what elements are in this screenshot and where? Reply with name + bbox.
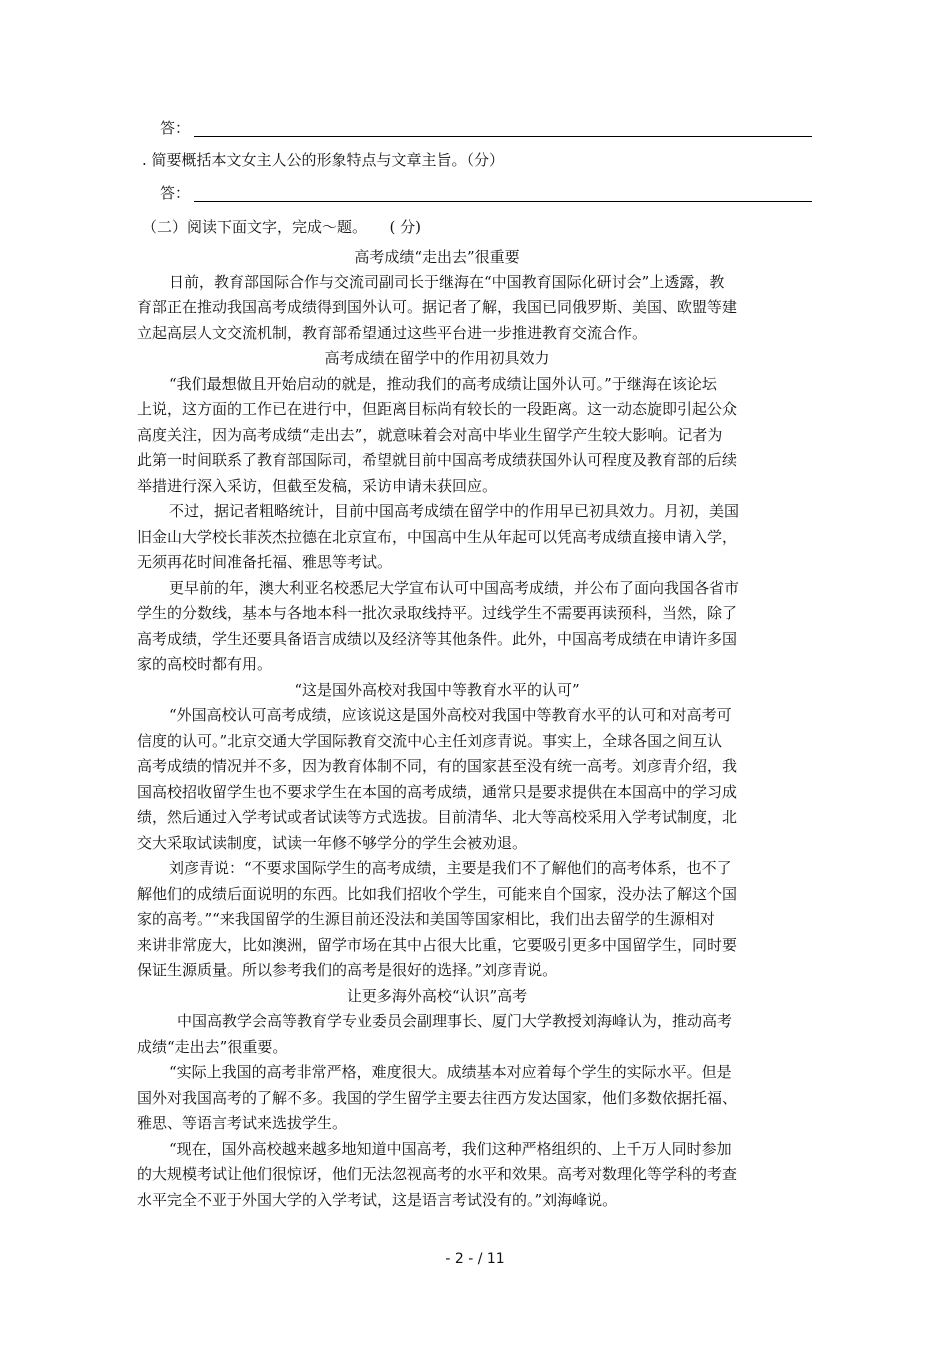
answer-row-1	[160, 118, 812, 142]
body-line: 上说，这方面的工作已在进行中，但距离目标尚有较长的一段距离。这一动态旋即引起公众	[137, 400, 738, 418]
body-line: 家的高校时都有用。	[137, 655, 273, 673]
section-intro: （二）阅读下面文字，完成～题。 ( 分)	[142, 218, 421, 236]
body-line: 交大采取试读制度，试读一年修不够学分的学生会被劝退。	[137, 834, 528, 852]
body-line: 水平完全不亚于外国大学的入学考试，这是语言考试没有的。”刘海峰说。	[137, 1191, 618, 1209]
body-line: 无须再花时间准备托福、雅思等考试。	[137, 553, 393, 571]
body-line: 成绩“走出去”很重要。	[137, 1038, 288, 1056]
subheading: “这是国外高校对我国中等教育水平的认可”	[294, 681, 580, 699]
body-line: 高度关注，因为高考成绩“走出去”，就意味着会对高中毕业生留学产生较大影响。记者为	[137, 426, 723, 444]
body-line: 的大规模考试让他们很惊讶，他们无法忽视高考的水平和效果。高考对数理化等学科的考查	[137, 1165, 738, 1183]
body-line: 国外对我国高考的了解不多。我国的学生留学主要去往西方发达国家，他们多数依据托福、	[137, 1089, 738, 1107]
body-line: 解他们的成绩后面说明的东西。比如我们招收个学生，可能来自个国家，没办法了解这个国	[137, 885, 738, 903]
answer-label: 答：	[160, 184, 191, 202]
body-line: 中国高教学会高等教育学专业委员会副理事长、厦门大学教授刘海峰认为，推动高考	[177, 1012, 733, 1030]
body-line: 刘彦青说：“不要求国际学生的高考成绩，主要是我们不了解他们的高考体系，也不了	[169, 859, 732, 877]
body-line: 国高校招收留学生也不要求学生在本国的高考成绩，通常只是要求提供在本国高中的学习成	[137, 783, 738, 801]
body-line: 立起高层人文交流机制，教育部希望通过这些平台进一步推进教育交流合作。	[137, 324, 648, 342]
body-line: 信度的认可。”北京交通大学国际教育交流中心主任刘彦青说。事实上，全球各国之间互认	[137, 732, 723, 750]
subheading: 高考成绩在留学中的作用初具效力	[324, 349, 550, 367]
body-line: “现在，国外高校越来越多地知道中国高考，我们这种严格组织的、上千万人同时参加	[169, 1140, 732, 1158]
body-line: “实际上我国的高考非常严格，难度很大。成绩基本对应着每个学生的实际水平。但是	[169, 1063, 732, 1081]
body-line: 更早前的年，澳大利亚名校悉尼大学宣布认可中国高考成绩，并公布了面向我国各省市	[169, 579, 740, 597]
subheading: 让更多海外高校“认识”高考	[346, 987, 528, 1005]
question-text: . 简要概括本文女主人公的形象特点与文章主旨。（分）	[142, 151, 505, 169]
body-line: 日前，教育部国际合作与交流司副司长于继海在“中国教育国际化研讨会”上透露，教	[169, 273, 725, 291]
body-line: 家的高考。”“来我国留学的生源目前还没法和美国等国家相比，我们出去留学的生源相对	[137, 910, 715, 928]
body-line: “我们最想做且开始启动的就是，推动我们的高考成绩让国外认可。”于继海在该论坛	[169, 375, 717, 393]
answer-line	[194, 201, 812, 202]
answer-row-2	[160, 183, 812, 207]
body-line: 绩，然后通过入学考试或者试读等方式选拔。目前清华、北大等高校采用入学考试制度，北	[137, 808, 738, 826]
body-line: 育部正在推动我国高考成绩得到国外认可。据记者了解，我国已同俄罗斯、美国、欧盟等建	[137, 298, 738, 316]
body-line: 雅思、等语言考试来选拔学生。	[137, 1114, 348, 1132]
answer-line	[194, 136, 812, 137]
article-title: 高考成绩“走出去”很重要	[354, 248, 520, 266]
page-number: - 2 - / 11	[445, 1251, 505, 1267]
body-line: 不过，据记者粗略统计，目前中国高考成绩在留学中的作用早已初具效力。月初，美国	[169, 502, 740, 520]
body-line: 旧金山大学校长菲茨杰拉德在北京宣布，中国高中生从年起可以凭高考成绩直接申请入学，	[137, 528, 738, 546]
body-line: 此第一时间联系了教育部国际司，希望就目前中国高考成绩获国外认可程度及教育部的后续	[137, 451, 738, 469]
body-line: 学生的分数线，基本与各地本科一批次录取线持平。过线学生不需要再读预科，当然，除了	[137, 604, 738, 622]
body-line: “外国高校认可高考成绩，应该说这是国外高校对我国中等教育水平的认可和对高考可	[169, 706, 732, 724]
body-line: 高考成绩的情况并不多，因为教育体制不同，有的国家甚至没有统一高考。刘彦青介绍，我	[137, 757, 738, 775]
body-line: 来讲非常庞大，比如澳洲，留学市场在其中占很大比重，它要吸引更多中国留学生，同时要	[137, 936, 738, 954]
answer-label: 答：	[160, 119, 191, 137]
body-line: 举措进行深入采访，但截至发稿，采访申请未获回应。	[137, 477, 498, 495]
body-line: 保证生源质量。所以参考我们的高考是很好的选择。”刘彦青说。	[137, 961, 558, 979]
body-line: 高考成绩，学生还要具备语言成绩以及经济等其他条件。此外，中国高考成绩在申请许多国	[137, 630, 738, 648]
